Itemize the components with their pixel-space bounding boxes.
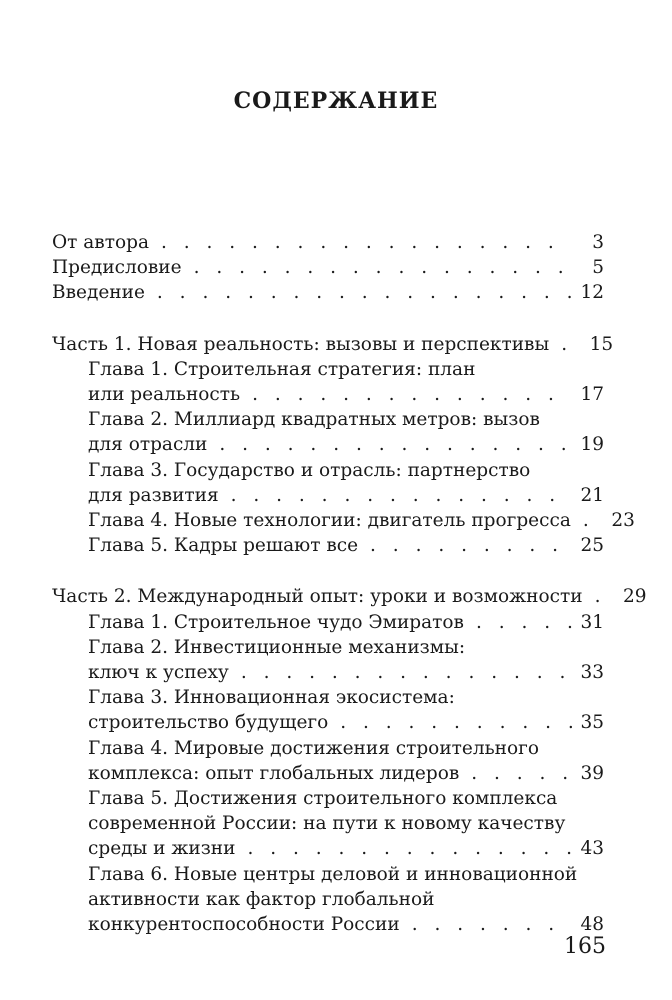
- dot-leader: [476, 610, 572, 635]
- toc-entry-text: комплекса: опыт глобальных лидеров: [88, 762, 460, 784]
- toc-page-number: 31: [580, 611, 604, 633]
- toc-chapter-entry[interactable]: [52, 610, 604, 635]
- toc-entry-text: Часть 1. Новая реальность: вызовы и перспективы: [52, 333, 550, 355]
- toc-page-number: 33: [580, 662, 604, 684]
- toc-chapter-entry[interactable]: [52, 685, 604, 735]
- toc-entry-text: Предисловие: [52, 257, 182, 279]
- toc-page-number: 3: [592, 232, 604, 253]
- page-number: 165: [564, 934, 606, 959]
- toc-entry-text: Глава 3. Государство и отрасль: партнерство: [88, 459, 531, 481]
- section-gap: [52, 306, 604, 332]
- dot-leader: [412, 912, 572, 937]
- toc-entry-text: или реальность: [88, 384, 241, 406]
- toc-chapter-entry[interactable]: [52, 862, 604, 938]
- toc-page-number: 12: [580, 282, 604, 304]
- toc-page-number: 29: [623, 586, 647, 608]
- toc-entry-text: для развития: [88, 484, 219, 506]
- dot-leader: [471, 761, 572, 786]
- dot-leader: [157, 280, 572, 305]
- dot-leader: [194, 255, 572, 280]
- page-title: СОДЕРЖАНИЕ: [233, 88, 439, 114]
- toc-chapter-entry[interactable]: [52, 508, 635, 533]
- toc-entry-text: Введение: [52, 282, 145, 304]
- toc-entry-text: строительство будущего: [88, 712, 329, 734]
- toc-entry-text: Глава 6. Новые центры деловой и инновационной: [88, 863, 578, 885]
- toc-page-number: 23: [611, 510, 635, 532]
- toc-chapter-entry[interactable]: [52, 635, 604, 685]
- toc-page-number: 21: [580, 484, 604, 506]
- toc-part-entry[interactable]: [52, 255, 604, 280]
- toc-entry-text: Глава 2. Инвестиционные механизмы:: [88, 636, 466, 658]
- dot-leader: [219, 432, 572, 457]
- toc-chapter-entry[interactable]: [52, 357, 604, 407]
- toc-page-number: 15: [589, 333, 614, 355]
- dot-leader: [561, 332, 581, 357]
- toc-entry-text: Глава 4. Мировые достижения строительного: [88, 737, 539, 759]
- toc-page-number: 43: [580, 838, 604, 860]
- toc-page-number: 17: [580, 384, 604, 406]
- toc-page-number: 19: [580, 434, 604, 456]
- toc-page-number: 39: [580, 762, 604, 784]
- toc-part-entry[interactable]: [52, 230, 604, 255]
- dot-leader: [595, 584, 615, 609]
- toc-page-number: 35: [580, 712, 604, 734]
- dot-leader: [247, 836, 572, 861]
- dot-leader: [161, 230, 572, 255]
- toc-entry-text: Часть 2. Международный опыт: уроки и возможности: [52, 586, 583, 608]
- toc-entry-text: современной России: на пути к новому качеству: [88, 813, 566, 835]
- toc-entry-text: ключ к успеху: [88, 662, 229, 684]
- dot-leader: [583, 508, 603, 533]
- toc-entry-text: От автора: [52, 232, 149, 253]
- toc-part-entry[interactable]: [52, 280, 604, 305]
- toc-entry-text: Глава 4. Новые технологии: двигатель прогресса: [88, 510, 571, 532]
- toc-chapter-entry[interactable]: [52, 407, 604, 457]
- toc-page-number: 48: [580, 914, 604, 936]
- toc-part-entry[interactable]: [52, 332, 614, 357]
- toc-page-number: 5: [592, 257, 604, 279]
- toc-entry-text: для отрасли: [88, 434, 208, 456]
- toc-chapter-entry[interactable]: [52, 736, 604, 786]
- dot-leader: [252, 382, 572, 407]
- toc-entry-text: Глава 5. Достижения строительного комплекса: [88, 788, 558, 810]
- table-of-contents: [52, 230, 647, 937]
- toc-entry-text: Глава 1. Строительная стратегия: план: [88, 358, 476, 380]
- toc-page-number: 25: [580, 535, 604, 557]
- toc-chapter-entry[interactable]: [52, 533, 604, 558]
- toc-entry-text: среды и жизни: [88, 838, 236, 860]
- dot-leader: [241, 660, 572, 685]
- toc-chapter-entry[interactable]: [52, 786, 604, 862]
- dot-leader: [340, 710, 572, 735]
- toc-entry-text: Глава 3. Инновационная экосистема:: [88, 687, 455, 709]
- toc-entry-text: активности как фактор глобальной: [88, 888, 435, 910]
- toc-entry-text: Глава 1. Строительное чудо Эмиратов: [88, 611, 464, 633]
- toc-chapter-entry[interactable]: [52, 458, 604, 508]
- dot-leader: [370, 533, 572, 558]
- toc-part-entry[interactable]: [52, 584, 647, 609]
- toc-entry-text: Глава 5. Кадры решают все: [88, 535, 359, 557]
- dot-leader: [231, 483, 572, 508]
- toc-entry-text: Глава 2. Миллиард квадратных метров: вызов: [88, 409, 540, 431]
- toc-entry-text: конкурентоспособности России: [88, 914, 400, 936]
- section-gap: [52, 558, 604, 584]
